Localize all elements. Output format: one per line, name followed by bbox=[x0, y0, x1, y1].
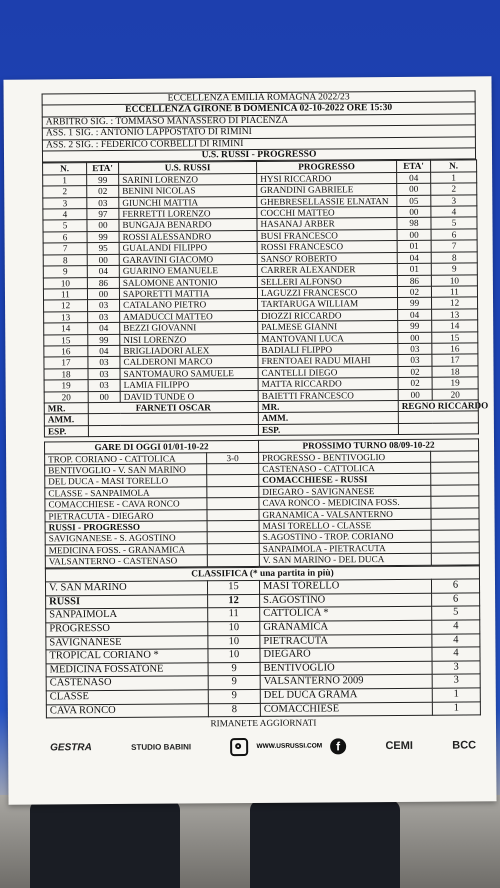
next-blank bbox=[431, 530, 479, 542]
player-number-away: 14 bbox=[432, 320, 478, 332]
player-number-home: 10 bbox=[43, 277, 87, 289]
player-name-away: MANTOVANI LUCA bbox=[258, 332, 398, 344]
today-match: SAVIGNANESE - S. AGOSTINO bbox=[45, 532, 207, 545]
standing-points-right: 5 bbox=[432, 606, 480, 620]
player-number-away: 11 bbox=[431, 286, 477, 298]
player-number-away: 20 bbox=[432, 388, 478, 400]
website-link[interactable]: WWW.USRUSSI.COM bbox=[256, 742, 323, 751]
away-coach: REGNO RICCARDO bbox=[398, 400, 478, 412]
player-name-away: GRANDINI GABRIELE bbox=[257, 184, 397, 196]
next-blank bbox=[431, 473, 479, 485]
player-age-home: 97 bbox=[87, 208, 119, 220]
standing-points-right: 6 bbox=[432, 593, 480, 607]
col-age-away: ETA' bbox=[397, 161, 431, 173]
player-age-away: 86 bbox=[397, 275, 431, 287]
player-age-away: 00 bbox=[397, 183, 431, 195]
person-leg-left bbox=[30, 800, 180, 888]
standing-team-left: CASTENASO bbox=[46, 676, 208, 691]
next-match: MASI TORELLO - CLASSE bbox=[259, 519, 431, 532]
home-sentoff-label: ESP. bbox=[44, 425, 88, 437]
standing-team-right: VALSANTERNO 2009 bbox=[260, 675, 432, 690]
player-number-away: 2 bbox=[431, 183, 477, 195]
player-name-home: CATALANO PIETRO bbox=[120, 299, 258, 311]
player-name-away: HASANAJ ARBER bbox=[257, 218, 397, 230]
player-name-home: LAMIA FILIPPO bbox=[120, 379, 258, 391]
player-name-away: BADIALI FLIPPO bbox=[258, 343, 398, 355]
player-number-home: 7 bbox=[43, 243, 87, 255]
player-age-away: 01 bbox=[397, 241, 431, 253]
player-name-home: BENINI NICOLAS bbox=[119, 185, 257, 197]
away-booked bbox=[398, 411, 478, 423]
next-blank bbox=[431, 508, 479, 520]
player-number-away: 5 bbox=[431, 217, 477, 229]
standing-points-left: 12 bbox=[208, 594, 260, 608]
player-name-home: FERRETTI LORENZO bbox=[119, 208, 257, 220]
today-match: COMACCHIESE - CAVA RONCO bbox=[45, 498, 207, 511]
player-name-away: TARTARUGA WILLIAM bbox=[258, 298, 398, 310]
next-match: V. SAN MARINO - DEL DUCA bbox=[259, 553, 431, 566]
standing-team-right: S.AGOSTINO bbox=[260, 593, 432, 608]
standing-points-left: 9 bbox=[208, 676, 260, 690]
col-team-away: PROGRESSO bbox=[257, 161, 397, 173]
player-name-home: BEZZI GIOVANNI bbox=[120, 322, 258, 334]
standing-team-right: PIETRACUTA bbox=[260, 634, 432, 649]
player-age-away: 03 bbox=[398, 355, 432, 367]
player-number-home: 1 bbox=[43, 174, 87, 186]
standing-team-right: CATTOLICA * bbox=[260, 607, 432, 622]
player-name-home: ROSSI ALESSANDRO bbox=[119, 230, 257, 242]
sponsor-footer bbox=[46, 732, 480, 761]
standing-points-left: 8 bbox=[208, 703, 260, 717]
standing-team-left: MEDICINA FOSSATONE bbox=[46, 663, 208, 678]
standing-points-right: 4 bbox=[432, 634, 480, 648]
standing-points-right: 3 bbox=[432, 661, 480, 675]
player-name-away: CARRER ALEXANDER bbox=[257, 264, 397, 276]
player-name-home: GUARINO EMANUELE bbox=[119, 265, 257, 277]
player-number-home: 20 bbox=[44, 391, 88, 403]
player-name-away: HYSI RICCARDO bbox=[257, 172, 397, 184]
next-match: CAVA RONCO - MEDICINA FOSS. bbox=[259, 496, 431, 509]
next-blank bbox=[431, 496, 479, 508]
player-name-away: PALMESE GIANNI bbox=[258, 321, 398, 333]
standing-points-left: 10 bbox=[208, 635, 260, 649]
player-number-home: 19 bbox=[44, 380, 88, 392]
player-name-away: SELLERI ALFONSO bbox=[257, 275, 397, 287]
player-age-home: 04 bbox=[88, 323, 120, 335]
player-number-home: 17 bbox=[44, 357, 88, 369]
player-number-away: 13 bbox=[432, 309, 478, 321]
player-name-away: DIOZZI RICCARDO bbox=[258, 309, 398, 321]
player-age-home: 03 bbox=[88, 311, 120, 323]
player-age-away: 02 bbox=[398, 377, 432, 389]
next-blank bbox=[431, 485, 479, 497]
today-match: PIETRACUTA - DIEGARO bbox=[45, 509, 207, 522]
player-name-away: SANSO' ROBERTO bbox=[257, 252, 397, 264]
player-number-home: 5 bbox=[43, 220, 87, 232]
player-number-away: 3 bbox=[431, 195, 477, 207]
standing-points-right: 1 bbox=[432, 688, 480, 702]
match-header-table bbox=[42, 90, 476, 162]
player-number-away: 19 bbox=[432, 377, 478, 389]
player-age-away: 00 bbox=[397, 229, 431, 241]
player-age-away: 01 bbox=[397, 263, 431, 275]
player-number-away: 10 bbox=[431, 274, 477, 286]
player-age-away: 03 bbox=[398, 343, 432, 355]
player-name-home: BUNGAJA BENARDO bbox=[119, 219, 257, 231]
standing-team-right: BENTIVOGLIO bbox=[260, 661, 432, 676]
col-age-home: ETA' bbox=[87, 163, 119, 175]
player-number-away: 17 bbox=[432, 354, 478, 366]
player-age-home: 02 bbox=[87, 186, 119, 198]
standing-team-right: DIEGARO bbox=[260, 647, 432, 662]
next-match: S.AGOSTINO - TROP. CORIANO bbox=[259, 531, 431, 544]
standing-team-right: DEL DUCA GRAMA bbox=[260, 688, 432, 703]
player-name-away: ROSSI FRANCESCO bbox=[257, 241, 397, 253]
away-booked-label: AMM. bbox=[258, 412, 398, 424]
standing-points-left: 10 bbox=[208, 621, 260, 635]
standing-team-right: MASI TORELLO bbox=[259, 579, 431, 594]
player-number-away: 18 bbox=[432, 366, 478, 378]
standing-team-left: CAVA RONCO bbox=[46, 703, 208, 718]
player-age-away: 04 bbox=[398, 309, 432, 321]
standings-table bbox=[45, 565, 481, 731]
standing-points-right: 6 bbox=[431, 579, 479, 593]
player-age-home: 00 bbox=[88, 391, 120, 403]
player-name-home: CALDERONI MARCO bbox=[120, 356, 258, 368]
player-age-home: 03 bbox=[88, 368, 120, 380]
player-number-home: 13 bbox=[44, 311, 88, 323]
standing-points-left: 11 bbox=[208, 608, 260, 622]
player-age-home: 03 bbox=[88, 380, 120, 392]
player-number-home: 9 bbox=[43, 266, 87, 278]
away-sentoff bbox=[398, 423, 478, 435]
player-number-home: 14 bbox=[44, 323, 88, 335]
home-booked-label: AMM. bbox=[44, 414, 88, 426]
standing-points-right: 3 bbox=[432, 674, 480, 688]
player-age-away: 99 bbox=[398, 320, 432, 332]
home-sentoff bbox=[88, 424, 258, 437]
next-blank bbox=[431, 542, 479, 554]
next-round-title: PROSSIMO TURNO 08/09-10-22 bbox=[259, 439, 479, 452]
player-name-home: NISI LORENZO bbox=[120, 333, 258, 345]
next-match: COMACCHIESE - RUSSI bbox=[259, 474, 431, 487]
today-score bbox=[207, 520, 259, 532]
player-number-away: 6 bbox=[431, 229, 477, 241]
player-name-home: GUALANDI FILIPPO bbox=[119, 242, 257, 254]
today-score: 3-0 bbox=[207, 452, 259, 464]
standing-points-right: 4 bbox=[432, 647, 480, 661]
player-name-away: CANTELLI DIEGO bbox=[258, 366, 398, 378]
standing-points-right: 4 bbox=[432, 620, 480, 634]
player-number-away: 15 bbox=[432, 331, 478, 343]
today-match: VALSANTERNO - CASTENASO bbox=[45, 555, 207, 568]
player-age-home: 00 bbox=[87, 254, 119, 266]
player-number-home: 3 bbox=[43, 197, 87, 209]
standing-team-right: GRANAMICA bbox=[260, 620, 432, 635]
away-sentoff-label: ESP. bbox=[258, 423, 398, 435]
col-team-home: U.S. RUSSI bbox=[119, 162, 257, 174]
player-name-away: GHEBRESELLASSIE ELNATAN bbox=[257, 195, 397, 207]
player-number-home: 12 bbox=[44, 300, 88, 312]
player-age-home: 04 bbox=[88, 345, 120, 357]
match-title: U.S. RUSSI - PROGRESSO bbox=[42, 148, 475, 162]
player-number-away: 8 bbox=[431, 252, 477, 264]
studio-babini-logo: STUDIO BABINI bbox=[131, 742, 192, 753]
document-title: ECCELLENZA EMILIA ROMAGNA 2022/23 bbox=[42, 91, 475, 105]
player-name-away: BAIETTI FRANCESCO bbox=[258, 389, 398, 401]
away-coach-label: MR. bbox=[258, 400, 398, 412]
player-number-home: 8 bbox=[43, 254, 87, 266]
printed-sheet bbox=[3, 76, 496, 804]
fixtures-table bbox=[44, 439, 480, 569]
next-match: CASTENASO - CATTOLICA bbox=[259, 462, 431, 475]
home-coach-label: MR. bbox=[44, 403, 88, 415]
player-number-home: 2 bbox=[43, 186, 87, 198]
player-age-home: 03 bbox=[88, 357, 120, 369]
standings-title: CLASSIFICA (* una partita in più) bbox=[45, 566, 479, 583]
player-number-away: 16 bbox=[432, 343, 478, 355]
player-age-away: 99 bbox=[398, 298, 432, 310]
player-name-home: SALOMONE ANTONIO bbox=[119, 276, 257, 288]
player-age-home: 03 bbox=[87, 197, 119, 209]
player-number-home: 4 bbox=[43, 209, 87, 221]
social-links bbox=[230, 737, 346, 756]
player-age-home: 95 bbox=[87, 243, 119, 255]
player-name-away: MATTA RICCARDO bbox=[258, 378, 398, 390]
assistant-2-line: ASS. 2 SIG. : FEDERICO CORBELLI DI RIMINI bbox=[42, 137, 475, 151]
standing-points-left: 9 bbox=[208, 689, 260, 703]
player-number-home: 6 bbox=[43, 232, 87, 244]
player-number-away: 1 bbox=[431, 172, 477, 184]
player-name-home: GIUNCHI MATTIA bbox=[119, 196, 257, 208]
match-subtitle: ECCELLENZA GIRONE B DOMENICA 02-10-2022 ORE 15:30 bbox=[42, 102, 475, 116]
standing-team-left: V. SAN MARINO bbox=[45, 581, 207, 596]
standing-team-left: CLASSE bbox=[46, 690, 208, 705]
player-age-home: 99 bbox=[88, 334, 120, 346]
standings-footnote: RIMANETE AGGIORNATI bbox=[210, 717, 317, 729]
player-name-home: SAPORETTI MATTIA bbox=[119, 287, 257, 299]
match-document bbox=[42, 90, 489, 761]
gestra-logo: GESTRA bbox=[50, 742, 92, 754]
player-name-away: LAGUZZI FRANCESCO bbox=[257, 286, 397, 298]
today-match: TROP. CORIANO - CATTOLICA bbox=[45, 452, 207, 465]
player-age-away: 04 bbox=[397, 172, 431, 184]
today-games-title: GARE DI OGGI 01/01-10-22 bbox=[45, 441, 259, 454]
player-age-away: 05 bbox=[397, 195, 431, 207]
instagram-icon[interactable] bbox=[230, 738, 248, 756]
standing-points-left: 9 bbox=[208, 662, 260, 676]
player-name-home: DAVID TUNDE O bbox=[120, 390, 258, 402]
player-number-away: 9 bbox=[431, 263, 477, 275]
today-match: CLASSE - SANPAIMOLA bbox=[45, 487, 207, 500]
player-number-home: 15 bbox=[44, 334, 88, 346]
home-coach: FARNETI OSCAR bbox=[88, 401, 258, 414]
today-score bbox=[207, 532, 259, 544]
player-age-home: 86 bbox=[87, 277, 119, 289]
referee-line: ARBITRO SIG. : TOMMASO MANASSERO DI PIACENZA bbox=[42, 114, 475, 128]
player-name-away: COCCHI MATTEO bbox=[257, 207, 397, 219]
player-name-home: GARAVINI GIACOMO bbox=[119, 253, 257, 265]
player-age-home: 00 bbox=[87, 288, 119, 300]
next-match: DIEGARO - SAVIGNANESE bbox=[259, 485, 431, 498]
player-age-away: 98 bbox=[397, 218, 431, 230]
today-match: BENTIVOGLIO - V. SAN MARINO bbox=[45, 464, 207, 477]
standing-points-left: 10 bbox=[208, 649, 260, 663]
col-number-away: N. bbox=[431, 160, 477, 172]
standing-team-left: SANPAIMOLA bbox=[46, 608, 208, 623]
player-number-away: 4 bbox=[431, 206, 477, 218]
assistant-1-line: ASS. 1 SIG. : ANTONIO LAPPOSTATO DI RIMINI bbox=[42, 125, 475, 139]
next-match: SANPAIMOLA - PIETRACUTA bbox=[259, 542, 431, 555]
player-age-away: 02 bbox=[398, 366, 432, 378]
next-blank bbox=[431, 462, 479, 474]
facebook-icon[interactable]: f bbox=[330, 738, 346, 754]
player-name-home: BRIGLIADORI ALEX bbox=[120, 344, 258, 356]
today-score bbox=[207, 555, 259, 567]
today-match: RUSSI - PROGRESSO bbox=[45, 521, 207, 534]
player-age-away: 04 bbox=[397, 252, 431, 264]
cemi-logo: CEMI bbox=[385, 739, 414, 752]
player-name-home: SARINI LORENZO bbox=[119, 173, 257, 185]
player-age-home: 03 bbox=[88, 300, 120, 312]
today-score bbox=[207, 486, 259, 498]
next-blank bbox=[431, 553, 479, 565]
player-age-away: 00 bbox=[397, 206, 431, 218]
player-age-home: 99 bbox=[87, 231, 119, 243]
player-number-home: 16 bbox=[44, 346, 88, 358]
next-blank bbox=[431, 450, 479, 462]
player-name-away: FRENTOAEI RADU MIAHI bbox=[258, 355, 398, 367]
player-age-home: 00 bbox=[87, 220, 119, 232]
player-number-home: 18 bbox=[44, 368, 88, 380]
player-number-home: 11 bbox=[43, 289, 87, 301]
today-score bbox=[207, 463, 259, 475]
next-match: PROGRESSO - BENTIVOGLIO bbox=[259, 451, 431, 464]
player-age-home: 99 bbox=[87, 174, 119, 186]
standing-team-right: COMACCHIESE bbox=[260, 702, 432, 717]
standing-team-left: PROGRESSO bbox=[46, 622, 208, 637]
lineup-table bbox=[42, 160, 489, 438]
standing-points-right: 1 bbox=[432, 701, 480, 715]
standing-points-left: 15 bbox=[207, 581, 259, 595]
player-name-home: SANTOMAURO SAMUELE bbox=[120, 367, 258, 379]
player-name-home: AMADUCCI MATTEO bbox=[120, 310, 258, 322]
player-name-away: BUSI FRANCESCO bbox=[257, 229, 397, 241]
person-leg-right bbox=[250, 800, 400, 888]
player-age-home: 04 bbox=[87, 266, 119, 278]
bcc-logo: BCC bbox=[452, 739, 477, 752]
today-score bbox=[207, 509, 259, 521]
today-score bbox=[207, 475, 259, 487]
next-blank bbox=[431, 519, 479, 531]
today-score bbox=[207, 498, 259, 510]
player-age-away: 00 bbox=[398, 389, 432, 401]
player-age-away: 00 bbox=[398, 332, 432, 344]
player-number-away: 12 bbox=[432, 297, 478, 309]
col-number-home: N. bbox=[43, 163, 87, 175]
standing-team-left: TROPICAL CORIANO * bbox=[46, 649, 208, 664]
today-match: DEL DUCA - MASI TORELLO bbox=[45, 475, 207, 488]
player-age-away: 02 bbox=[397, 286, 431, 298]
today-score bbox=[207, 543, 259, 555]
today-match: MEDICINA FOSS. - GRANAMICA bbox=[45, 544, 207, 557]
standing-team-left: RUSSI bbox=[46, 595, 208, 610]
standing-team-left: SAVIGNANESE bbox=[46, 635, 208, 650]
next-match: GRANAMICA - VALSANTERNO bbox=[259, 508, 431, 521]
player-number-away: 7 bbox=[431, 240, 477, 252]
